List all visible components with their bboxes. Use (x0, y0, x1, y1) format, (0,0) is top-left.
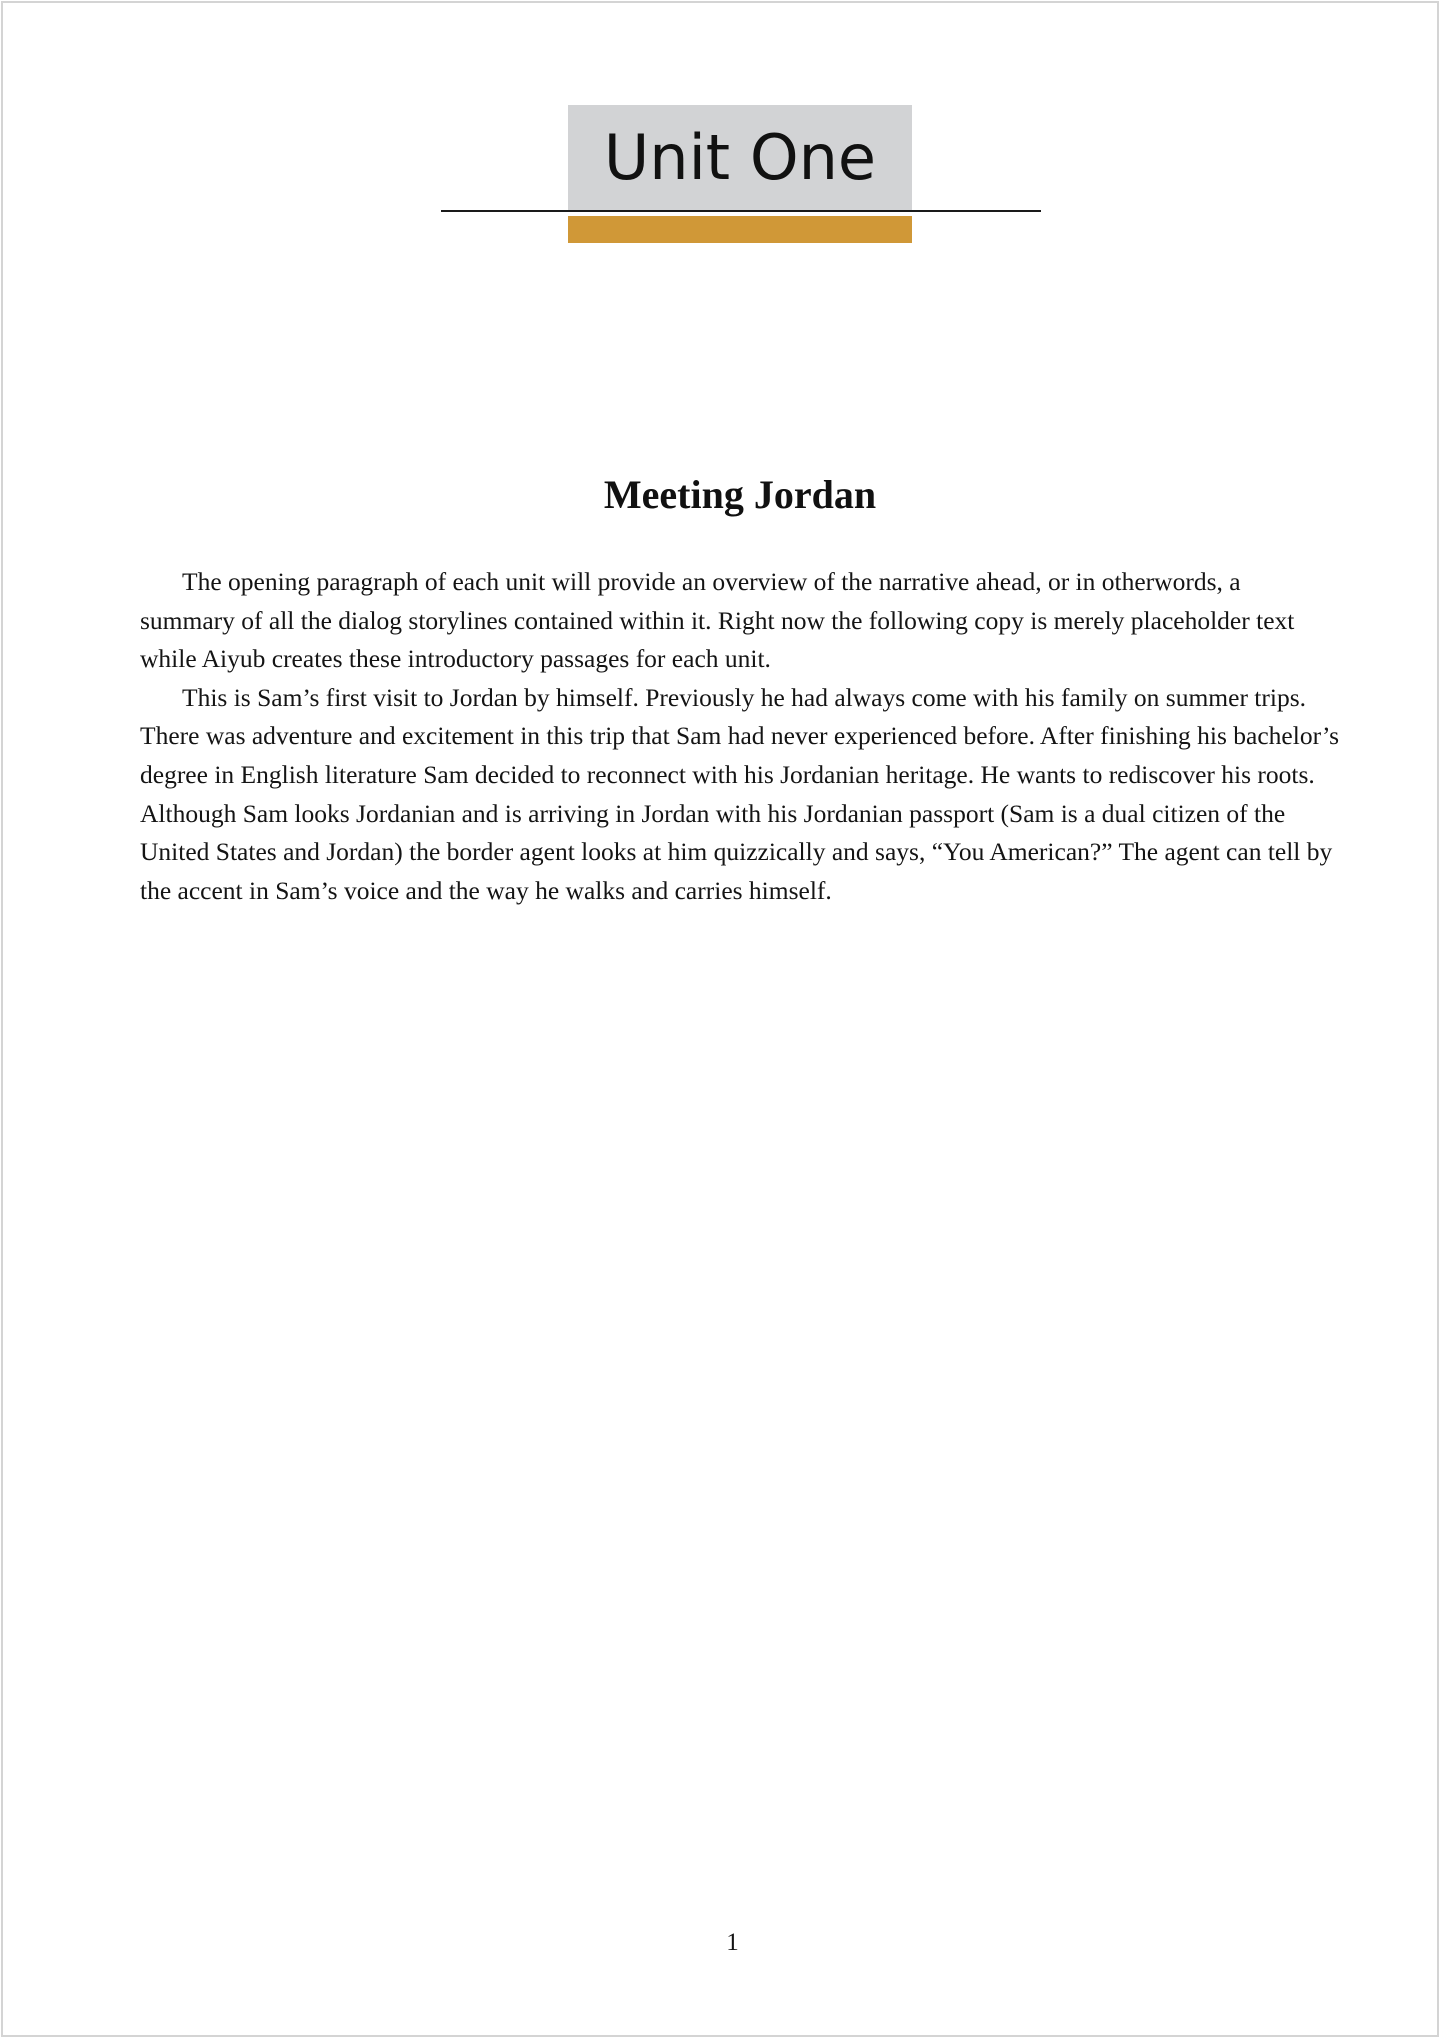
unit-title: Unit One (603, 121, 877, 194)
header-accent-bar (568, 216, 912, 243)
chapter-title: Meeting Jordan (603, 472, 877, 517)
unit-header (3, 3, 1440, 263)
page-number: 1 (726, 1929, 739, 1956)
page (1, 1, 1439, 2037)
paragraph: The opening paragraph of each unit will provide an overview of the narrative ahead, or in otherwords, a summary of all the dialog storylines contained within it. Right now the following copy is merely placeholder text while Aiyub creates these introductory passages for each unit. (140, 567, 1295, 674)
body-text (140, 563, 1340, 910)
paragraph: This is Sam’s first visit to Jordan by himself. Previously he had always come with his family on summer trips. There was adventure and excitement in this trip that Sam had never experienced before. After finishing his bachelor’s degree in English literature Sam decided to reconnect with his Jordanian heritage. He wants to rediscover his roots. Although Sam looks Jordanian and is arriving in Jordan with his Jordanian passport (Sam is a dual citizen of the United States and Jordan) the border agent looks at him quizzically and says, “You American?” The agent can tell by the accent in Sam’s voice and the way he walks and carries himself. (140, 682, 1340, 905)
